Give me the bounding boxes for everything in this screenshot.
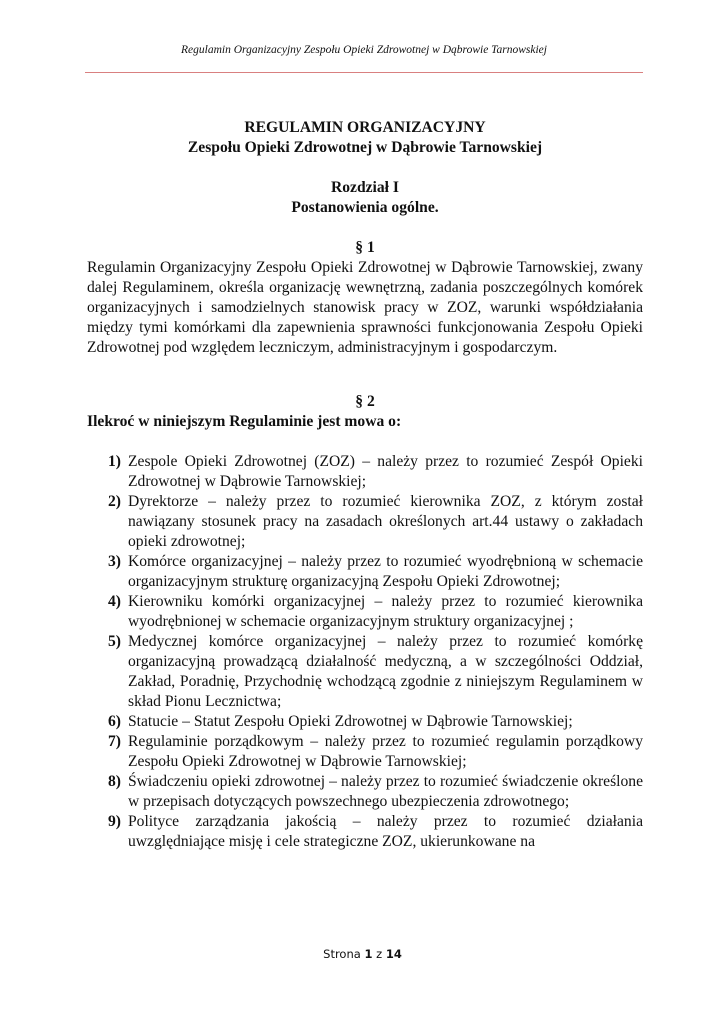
section-1-text: Regulamin Organizacyjny Zespołu Opieki Zdrowotnej w Dąbrowie Tarnowskiej, zwany dalej Regulaminem, określa organizację wewnętrzną, zadania poszczególnych komórek organizacyjnych i samodzielnych stanowisk pracy w ZOZ, warunki współdziałania między tymi komórkami dla zapewnienia sprawności funkcjonowania Zespołu Opieki Zdrowotnej pod względem leczniczym, administracyjnym i gospodarczym. (87, 259, 643, 356)
list-item-number: 8) (108, 773, 121, 790)
list-item (87, 552, 643, 592)
page-footer (0, 947, 725, 961)
document-subtitle: Zespołu Opieki Zdrowotnej w Dąbrowie Tarnowskiej (187, 139, 543, 156)
definitions-list (87, 452, 643, 852)
list-item (87, 492, 643, 552)
header-divider (85, 72, 643, 73)
list-item-number: 4) (108, 593, 121, 610)
list-item (87, 632, 643, 712)
list-item-number: 1) (108, 453, 121, 470)
section-2-intro: Ilekroć w niniejszym Regulaminie jest mowa o: (87, 413, 402, 430)
list-item-text: Kierowniku komórki organizacyjnej – należy przez to rozumieć kierownika wyodrębnionej w schemacie organizacyjnym struktury organizacyjnej ; (128, 593, 643, 630)
list-item-number: 2) (108, 493, 121, 510)
list-item (87, 712, 643, 732)
list-item-text: Świadczeniu opieki zdrowotnej – należy przez to rozumieć świadczenie określone w przepisach dotyczących powszechnego ubezpieczenia zdrowotnego; (128, 773, 643, 810)
list-item-text: Medycznej komórce organizacyjnej – należy przez to rozumieć komórkę organizacyjną prowadzącą działalność medyczną, a w szczególności Oddział, Zakład, Poradnię, Przychodnię wchodzącą zgodnie z niniejszym Regulaminem w skład Pionu Lecznictwa; (128, 633, 643, 710)
list-item-number: 3) (108, 553, 121, 570)
page-content (87, 118, 643, 852)
list-item (87, 772, 643, 812)
running-header: Regulamin Organizacyjny Zespołu Opieki Zdrowotnej w Dąbrowie Tarnowskiej (181, 44, 547, 56)
list-item-number: 6) (108, 713, 121, 730)
list-item-number: 7) (108, 733, 121, 750)
current-page-number: 1 (364, 947, 373, 961)
list-item-number: 5) (108, 633, 121, 650)
chapter-number: Rozdział I (330, 179, 399, 196)
list-item-text: Dyrektorze – należy przez to rozumieć kierownika ZOZ, z którym został nawiązany stosunek pracy na zasadach określonych art.44 ustawy o zakładach opieki zdrowotnej; (128, 493, 643, 550)
chapter-title: Postanowienia ogólne. (291, 199, 439, 216)
list-item-text: Polityce zarządzania jakością – należy przez to rozumieć działania uwzględniające misję i cele strategiczne ZOZ, ukierunkowane na (128, 813, 643, 850)
list-item (87, 592, 643, 632)
list-item (87, 812, 643, 852)
list-item-text: Statucie – Statut Zespołu Opieki Zdrowotnej w Dąbrowie Tarnowskiej; (128, 713, 573, 730)
list-item-number: 9) (108, 813, 121, 830)
page-separator: z (376, 947, 383, 961)
total-pages-number: 14 (385, 947, 402, 961)
list-item-text: Regulaminie porządkowym – należy przez to rozumieć regulamin porządkowy Zespołu Opieki Zdrowotnej w Dąbrowie Tarnowskiej; (128, 733, 643, 770)
document-title: REGULAMIN ORGANIZACYJNY (244, 119, 486, 136)
list-item-text: Komórce organizacyjnej – należy przez to rozumieć wyodrębnioną w schemacie organizacyjnym strukturę organizacyjną Zespołu Opieki Zdrowotnej; (128, 553, 643, 590)
list-item-text: Zespole Opieki Zdrowotnej (ZOZ) – należy przez to rozumieć Zespół Opieki Zdrowotnej w Dąbrowie Tarnowskiej; (128, 453, 643, 490)
page-label: Strona (323, 947, 361, 961)
section-2-mark: § 2 (355, 393, 375, 410)
section-1-mark: § 1 (355, 239, 375, 256)
list-item (87, 732, 643, 772)
list-item (87, 452, 643, 492)
